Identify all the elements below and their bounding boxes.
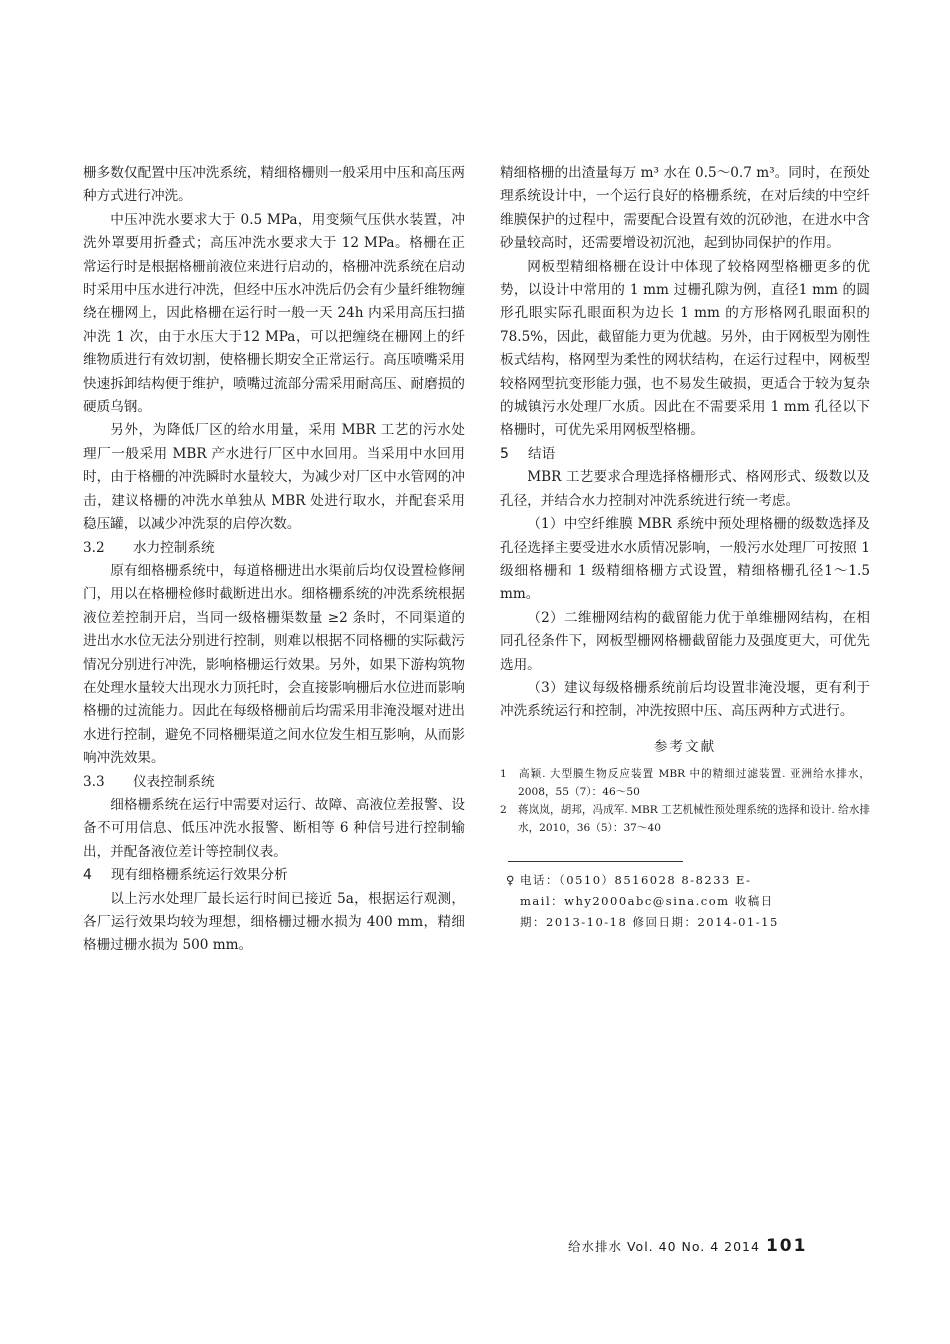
page-number: 101 [765,1236,808,1256]
reference-text: 蒋岚岚，胡邦，冯成军. MBR 工艺机械性预处理系统的选择和设计. 给水排水，2010，36（5）：37～40 [518,804,870,835]
section-title: 仪表控制系统 [133,773,215,790]
reference-number: 1 [500,768,507,781]
footnote-text: 电话：（0510）8516028 8-8233 E-mail：why2000abc@sina.com 收稿日期：2013-10-18 修回日期：2014-01-15 [520,873,779,930]
section-title: 结语 [528,445,556,462]
section-number: 3.2 [83,539,105,556]
page-footer [568,1236,807,1256]
section-title: 现有细格栅系统运行效果分析 [111,867,288,884]
paragraph: 精细格栅的出渣量每万 m³ 水在 0.5～0.7 m³。同时，在预处理系统设计中，一个运行良好的格栅系统，在对后续的中空纤维膜保护的过程中，需要配合设置有效的沉砂池，在进水中含砂量较高时，还需要增设初沉池，起到协同保护的作用。 [500,165,870,252]
paragraph: MBR 工艺要求合理选择格栅形式、格网形式、级数以及孔径，并结合水力控制对冲洗系统进行统一考虑。 [500,469,870,509]
paragraph: 细格栅系统在运行中需要对运行、故障、高液位差报警、设备不可用信息、低压冲洗水报警、断相等 6 种信号进行控制输出，并配备液位差计等控制仪表。 [83,796,465,860]
left-column [83,162,465,958]
reference-item [500,801,870,837]
paragraph: （2）二维栅网结构的截留能力优于单维栅网结构，在相同孔径条件下，网板型栅网格栅截留能力及强度更大，可优先选用。 [500,609,870,673]
paragraph: 以上污水处理厂最长运行时间已接近 5a，根据运行观测，各厂运行效果均较为理想，细格栅过栅水损为 400 mm，精细格栅过栅水损为 500 mm。 [83,890,465,954]
reference-item [500,765,870,801]
section-heading [83,537,465,560]
paragraph: 网板型精细格栅在设计中体现了较格网型格栅更多的优势，以设计中常用的 1 mm 过栅孔隙为例，直径1 mm 的圆形孔眼实际孔眼面积为边长 1 mm 的方形格网孔眼面积的 78.5%，因此，截留能力更为优越。另外，由于网板型为刚性板式结构，格网型为柔性的网状结构，在运行过程中，网板型较格网型抗变形能力强，也不易发生破损，更适合于较为复杂的城镇污水处理厂水质。因此在不需要采用 1 mm 孔径以下格栅时，可优先采用网板型格栅。 [500,258,870,439]
section-heading [500,443,870,466]
female-symbol-icon: ♀ [506,873,516,888]
footnote-divider [508,861,683,862]
references-title: 参考文献 [653,738,717,755]
journal-info: 给水排水 Vol. 40 No. 4 2014 [568,1239,760,1254]
section-title: 水力控制系统 [133,539,215,556]
paragraph: 中压冲洗水要求大于 0.5 MPa，用变频气压供水装置，冲洗外罩要用折叠式；高压冲洗水要求大于 12 MPa。格栅在正常运行时是根据格栅前液位来进行启动的，格栅冲洗系统在启动时采用中压水进行冲洗，但经中压水冲洗后仍会有少量纤维物缠绕在栅网上，因此格栅在运行时一般一天 24h 内采用高压扫描冲洗 1 次，由于水压大于12 MPa，可以把缠绕在栅网上的纤维物质进行有效切割，使格栅长期安全正常运行。高压喷嘴采用快速拆卸结构便于维护，喷嘴过流部分需采用耐高压、耐磨损的硬质乌钢。 [83,211,465,416]
reference-text: 高颖. 大型膜生物反应装置 MBR 中的精细过滤装置. 亚洲给水排水，2008，55（7）：46～50 [518,768,870,799]
paragraph: （1）中空纤维膜 MBR 系统中预处理格栅的级数选择及孔径选择主要受进水水质情况影响，一般污水处理厂可按照 1 级细格栅和 1 级精细格栅方式设置，精细格栅孔径1～1.5 mm。 [500,516,870,603]
paragraph: （3）建议每级格栅系统前后均设置非淹没堰，更有利于冲洗系统运行和控制，冲洗按照中压、高压两种方式进行。 [500,679,870,720]
section-heading [83,771,465,794]
paragraph: 原有细格栅系统中，每道格栅进出水渠前后均仅设置检修闸门，用以在格栅检修时截断进出水。细格栅系统的冲洗系统根据液位差控制开启，当同一级格栅渠数量 ≥2 条时，不同渠道的进出水水位无法分别进行控制，则难以根据不同格栅的实际截污情况分别进行冲洗，影响格栅运行效果。另外，如果下游构筑物在处理水量较大出现水力顶托时，会直接影响栅后水位进而影响格栅的过流能力。因此在每级格栅前后均需采用非淹没堰对进出水进行控制，避免不同格栅渠道之间水位发生相互影响，从而影响冲洗效果。 [83,562,465,767]
reference-number: 2 [500,804,507,817]
section-number: 3.3 [83,773,105,790]
author-footnote [500,870,790,933]
section-number: 4 [83,867,92,884]
paragraph: 栅多数仅配置中压冲洗系统，精细格栅则一般采用中压和高压两种方式进行冲洗。 [83,165,465,205]
section-heading [83,864,465,887]
paragraph: 另外，为降低厂区的给水用量，采用 MBR 工艺的污水处理厂一般采用 MBR 产水进行厂区中水回用。当采用中水回用时，由于格栅的冲洗瞬时水量较大，为减少对厂区中水管网的冲击，建议格栅的冲洗水单独从 MBR 处进行取水，并配套采用稳压罐，以减少冲洗泵的启停次数。 [83,422,465,533]
right-column [500,162,870,933]
section-number: 5 [500,445,509,462]
